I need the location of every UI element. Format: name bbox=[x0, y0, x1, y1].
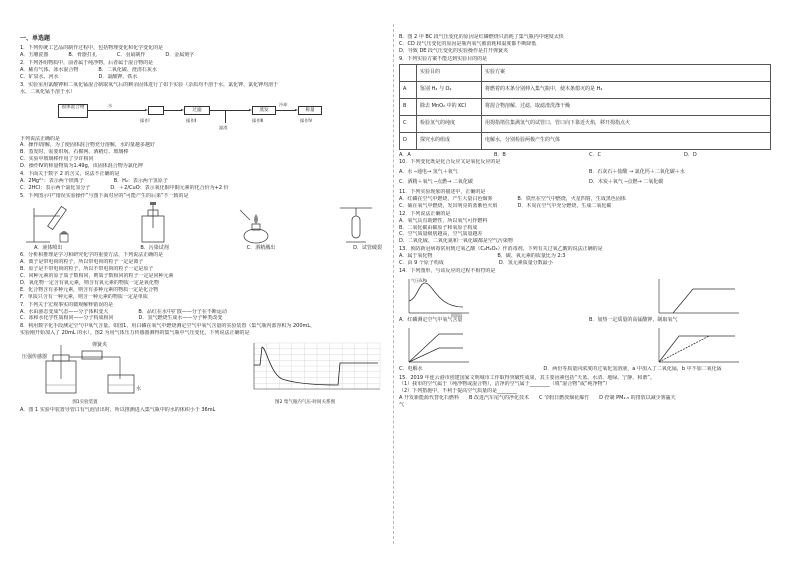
q9-stem: 9．下列实验方案不能达到实验目的的是 bbox=[399, 55, 488, 62]
q6-opt-b: B．原子是不带电荷的粒子，所以不带电荷的粒子一定是原子 bbox=[20, 266, 154, 273]
flow-box-mixture: 固体混合物 bbox=[58, 104, 88, 118]
q3-opt-b: B．蒸发时，需要坩埚、石棉网、酒精灯、玻璃棒 bbox=[20, 149, 129, 156]
lab-figure-reagent-bottle bbox=[120, 202, 190, 244]
q1-stem: 1．下列传统工艺品的制作过程中，包括物理变化和化学变化的是 bbox=[20, 45, 164, 52]
q7-options-ab: A．水由液态变成气态——分子体积变大 B．品红在水中扩散——分子在不断运动 bbox=[20, 308, 227, 315]
q3-opt-d: D．操作Ⅳ的称量物质为1.49g，该固体混合物为氯化钾 bbox=[20, 163, 143, 170]
column-divider bbox=[393, 24, 394, 544]
table-row bbox=[400, 115, 771, 132]
q11-stem: 11．下列实验现象的描述中，正确的是 bbox=[399, 189, 486, 196]
q6-opt-c: C．同种元素的原子质子数相同，则质子数相同的粒子一定是同种元素 bbox=[20, 273, 174, 280]
q3-opt-a: A．操作Ⅰ溶解，为了使固体混合物充分溶解，水的量越多越好 bbox=[20, 142, 155, 149]
q8-figure-1 bbox=[20, 339, 150, 406]
q14-opt-d: D．两份等质量同浓度的过氧化氢溶液，a 中加入了二氧化锰，b 中不加二氧化锰 bbox=[543, 365, 722, 372]
q10-opt-c: C．酒精＋氧气 ─点燃→ 二氧化碳 bbox=[399, 179, 473, 186]
q3-ask: 下列说法正确的是 bbox=[20, 135, 61, 142]
q8-clamp-label: 弹簧夹 bbox=[92, 341, 108, 348]
flow-op1: 操作Ⅰ bbox=[140, 117, 150, 123]
q15-part1: （1）我市的空气属于（纯净物或混合物），洁净的空气属于________（填“混合物”或“纯净物”） bbox=[399, 381, 611, 388]
q10-options-ab bbox=[399, 169, 779, 176]
q8-sensor-label: 压强传感器 bbox=[22, 353, 48, 360]
table-cell: 除去 MnO₂ 中的 KCl bbox=[417, 98, 482, 115]
q1-options: A．玉雕瓷器 B．骨器打孔 C．羽扇制作 D．金属刻字 bbox=[20, 52, 195, 59]
q7-stem: 7．下列关于宏观事实的微观解释错误的是 bbox=[20, 301, 114, 308]
q5-opt-c: C．酒精溅出 bbox=[246, 244, 276, 251]
flow-op2: 操作Ⅱ bbox=[186, 117, 197, 123]
q8-figure-2 bbox=[220, 339, 390, 406]
q11-options-cd: C．硫在氧气中燃烧，发出明亮的蓝紫色火焰 D．木炭在空气中充分燃烧，生成二氧化碳 bbox=[399, 202, 612, 209]
q9-opt-b: B．B bbox=[494, 151, 506, 158]
q8-caption-1: 图1实验装置 bbox=[72, 399, 98, 405]
table-cell: 将混合物溶解、过滤，取滤渣洗涤干燥 bbox=[482, 98, 771, 115]
q9-opt-a: A．A bbox=[399, 151, 411, 158]
flow-arrow bbox=[164, 110, 182, 111]
q6-opt-d: D．氧化物一定含有氧元素，则含有氧元素的物质一定是氧化物 bbox=[20, 279, 159, 286]
table-header-cell: 实验方案 bbox=[482, 64, 771, 81]
table-cell: 检验氢气的纯度 bbox=[417, 115, 482, 132]
q14-captions-top bbox=[399, 317, 779, 324]
pressure-time-chart bbox=[220, 339, 390, 397]
q14-graph-a bbox=[399, 277, 559, 317]
q9-opt-c: C．C bbox=[589, 151, 601, 158]
flow-op3: 操作Ⅲ bbox=[252, 117, 264, 123]
q10-opt-d: D．木炭＋氧气 ─点燃→ 二氧化碳 bbox=[589, 179, 664, 186]
lab-figure-alcohol-lamp bbox=[220, 202, 290, 244]
table-header-row bbox=[400, 64, 771, 81]
right-column bbox=[399, 34, 779, 409]
flow-box-water bbox=[148, 106, 164, 115]
q12-opt-a: A．氧气具有助燃性，所以氧气可作燃料 bbox=[399, 217, 488, 224]
q14-graphs-bottom bbox=[399, 326, 779, 366]
q12-stem: 12．下列说法正确的是 bbox=[399, 210, 451, 217]
q14-graph-d bbox=[619, 326, 779, 366]
q13-options-ab: A．属于氧化物 B．碳、氧元素的质量比为 2:3 bbox=[399, 253, 566, 260]
q15-part2: （2）下列措施中，不利于提高空气质量的是________ bbox=[399, 388, 518, 395]
q8-opt-d: D．导致 DE 段气压变化的实验操作是打开弹簧夹 bbox=[399, 47, 509, 54]
flow-water-label: 水 bbox=[108, 102, 113, 108]
q2-options-cd: C．矿泉水、河水 D．氯酸钾、铁水 bbox=[20, 73, 138, 80]
q8-apparatus-drawing bbox=[20, 339, 150, 397]
q7-options-cd: C．冰和水化学性质相同——分子构成相同 D．氢气燃烧生成水——分子种类改变 bbox=[20, 315, 223, 322]
q5-opt-d: D．试管破裂 bbox=[353, 244, 382, 251]
table-row bbox=[400, 98, 771, 115]
q15-options: A 开发新能源代替化石燃料 B 改进汽车尾气的净化技术 C 节假日燃放烟花爆竹 D 控制 PM₂.₅ 的排放以减少雾霾天 bbox=[399, 395, 676, 402]
q15-options-cont: 气 bbox=[399, 402, 405, 409]
lab-figure-heating-tube bbox=[20, 202, 90, 244]
q10-opt-b: B．石灰石＋盐酸 → 氯化钙＋二氧化碳＋水 bbox=[589, 169, 685, 176]
table-header-cell bbox=[400, 64, 417, 81]
q6-opt-a: A．离子是带电荷的粒子，所以带电荷的粒子一定是离子 bbox=[20, 259, 144, 266]
q4-options-ab: A．2Mg²⁺：表示两个镁离子 B．H₂：表示两个氢原子 bbox=[20, 177, 168, 184]
flow-box-weigh: 称量 bbox=[298, 106, 322, 115]
q8-opt-b: B．图 2 中 BC 段气压变化的原因是红磷燃烧只消耗了集气瓶内中速度太快 bbox=[399, 34, 564, 40]
q14-opt-b: B．加热一定质量的高锰酸钾，制取氧气 bbox=[589, 316, 678, 323]
q10-options-cd bbox=[399, 179, 779, 186]
q5-opt-a: A．液体喷出 bbox=[34, 244, 63, 251]
q11-options-ab: A．红磷在空气中燃烧，产生大量白色烟雾 B．铁丝在空气中燃烧，火星四射，生成黑色固体 bbox=[399, 196, 626, 203]
q5-lab-figures bbox=[20, 202, 390, 244]
q8-opt-c: C．CD 段气压变化的原因是瓶内氧气被消耗和温度都不断降低 bbox=[399, 40, 537, 47]
section-title: 一、单选题 bbox=[20, 35, 51, 42]
table-cell: A bbox=[400, 81, 417, 98]
flow-op4: 操作Ⅳ bbox=[300, 117, 313, 123]
q6-opt-e: E．化合物含有多种元素，则含有多种元素的物质一定是化合物 bbox=[20, 286, 159, 293]
q9-table bbox=[399, 64, 771, 150]
q8-stem: 8．利用数字化手段测定空气中氧气含量。如图1，用白磷在氧气中燃烧测定空气中氧气含量的实验装置（集气瓶内部容积为 200mL， bbox=[20, 323, 316, 330]
q10-opt-a: A．水 ─通电→ 氢气＋氧气 bbox=[399, 169, 458, 176]
q9-opt-d: D．D bbox=[684, 151, 697, 158]
q6-stem: 6．分析和推理是学习和研究化学的重要方法，下列说法正确的是 bbox=[20, 252, 164, 259]
q14-captions-bottom bbox=[399, 366, 779, 373]
q8-opt-a: A．图 1 实验中装置导管口有气泡冒出时，所以推测进入集气瓶中的水的体积小于 36mL bbox=[20, 407, 216, 414]
q9-options bbox=[399, 152, 779, 159]
table-row bbox=[400, 81, 771, 98]
q14-stem: 14．下列图形，与该反应的过程不相符的是 bbox=[399, 267, 496, 274]
q12-opt-b: B．二氧化碳由碳原子和氧原子构成 bbox=[399, 224, 478, 231]
flow-cool-label: 冷却 bbox=[279, 101, 288, 107]
q8-caption-2: 图2 集气瓶内气压-时间关系图 bbox=[275, 399, 335, 405]
q14-a-time-label: 时间/s bbox=[451, 312, 463, 317]
flow-arrow bbox=[88, 110, 146, 111]
q13-stem: 13．预防新冠病毒常用到过氧乙酸（C₂H₄O₃）作消毒剂，下列有关过氧乙酸的说法正确的是 bbox=[399, 246, 603, 253]
flow-residue: 滤渣 bbox=[219, 124, 228, 130]
table-cell: C bbox=[400, 115, 417, 132]
q14-graph-c bbox=[399, 326, 559, 366]
q10-stem: 10．下列变化既是化合反应又是氧化反应的是 bbox=[399, 159, 501, 166]
table-cell: 探究水的组成 bbox=[417, 132, 482, 149]
table-row bbox=[400, 132, 771, 149]
q12-opt-c: C．空气质量级别越高，空气质量越差 bbox=[399, 231, 483, 238]
q15-stem: 15．2019 年连云港市创建国家文明城市工作取得突破性成果，其主要因素包括“天蓝、水清、地绿、宁静、和谐”。 bbox=[399, 374, 655, 381]
q8-figures bbox=[20, 339, 390, 406]
q14-graph-b bbox=[619, 277, 779, 317]
flow-residue-line bbox=[225, 110, 226, 123]
q4-options-cd: C．2HCl：表示两个氯化氢分子 D．＋2/CuO：表示氧化铜中铜元素的化合价为+2 价 bbox=[20, 184, 229, 191]
flow-box-filter: 过滤 bbox=[184, 106, 210, 115]
table-cell: B bbox=[400, 98, 417, 115]
q5-option-labels bbox=[20, 245, 390, 252]
q13-options-cd: C．由 9 个原子构成 D．氢元素质量分数最小 bbox=[399, 260, 553, 267]
q3-stem: 3．实验室用氯酸钾和二氧化锰混合制取氧气后的剩余固体进行了如下实验（杂质均不溶于水，氯化钾、氯化钾均溶于 bbox=[20, 81, 279, 88]
left-column bbox=[20, 34, 390, 414]
q3-stem-cont: 水，二氧化锰不溶于水） bbox=[20, 88, 76, 95]
q3-opt-c: C．实验中玻璃棒作用了少许相同 bbox=[20, 156, 94, 163]
q2-options-ab: A．稀有气体、冰水混合物 B．二氧化碳、澄清石灰水 bbox=[20, 66, 157, 73]
table-cell: 用拇指堵住集满氢气的试管口，管口向下靠近火焰，移开拇指点火 bbox=[482, 115, 771, 132]
table-cell: 鉴别 H₂ 与 O₂ bbox=[417, 81, 482, 98]
q12-opt-d: D．二氧化硫、二氧化氮和一氧化碳都是空气污染物 bbox=[399, 238, 513, 245]
table-header-cell: 实验目的 bbox=[417, 64, 482, 81]
q14-graphs-top bbox=[399, 277, 779, 317]
q5-stem: 5．下列图示中“错误实验操作”与图下面对应的“可能产生的后果”不一致的是 bbox=[20, 192, 189, 199]
q3-flowchart bbox=[20, 98, 390, 134]
q8-water-label: 水 bbox=[136, 385, 142, 392]
q14-opt-c: C．电解水 bbox=[399, 365, 423, 372]
q4-stem: 4．下面关于数字 2 的含义，说法不正确的是 bbox=[20, 170, 120, 177]
lab-figure-test-tube bbox=[320, 202, 390, 244]
q5-opt-b: B．污染试剂 bbox=[140, 244, 169, 251]
q14-a-pressure-label: 气压/kPa bbox=[411, 277, 428, 283]
table-cell: 将燃着的木条分别伸入集气瓶中，使木条熄灭的是 H₂ bbox=[482, 81, 771, 98]
q6-opt-f: F．单质只含有一种元素，则含一种元素的物质一定是单质 bbox=[20, 293, 148, 300]
flow-arrow bbox=[276, 110, 296, 111]
q14-opt-a: A．红磷测定空气中氧气含量 bbox=[399, 316, 463, 323]
table-cell: 电解水，分别检验两极产生的气体 bbox=[482, 132, 771, 149]
table-cell: D bbox=[400, 132, 417, 149]
flow-arrow bbox=[210, 110, 250, 111]
flow-box-evaporate: 蒸发 bbox=[252, 106, 276, 115]
q8-stem-cont: 实验刚开始加入了 20mL 的水）。图2 为用气体压力传感器测得的集气瓶中气压变化，下列说法正确的是 bbox=[20, 330, 250, 337]
q2-stem: 2．下列各组物质中，前者属于纯净物，后者属于混合物的是 bbox=[20, 60, 154, 67]
